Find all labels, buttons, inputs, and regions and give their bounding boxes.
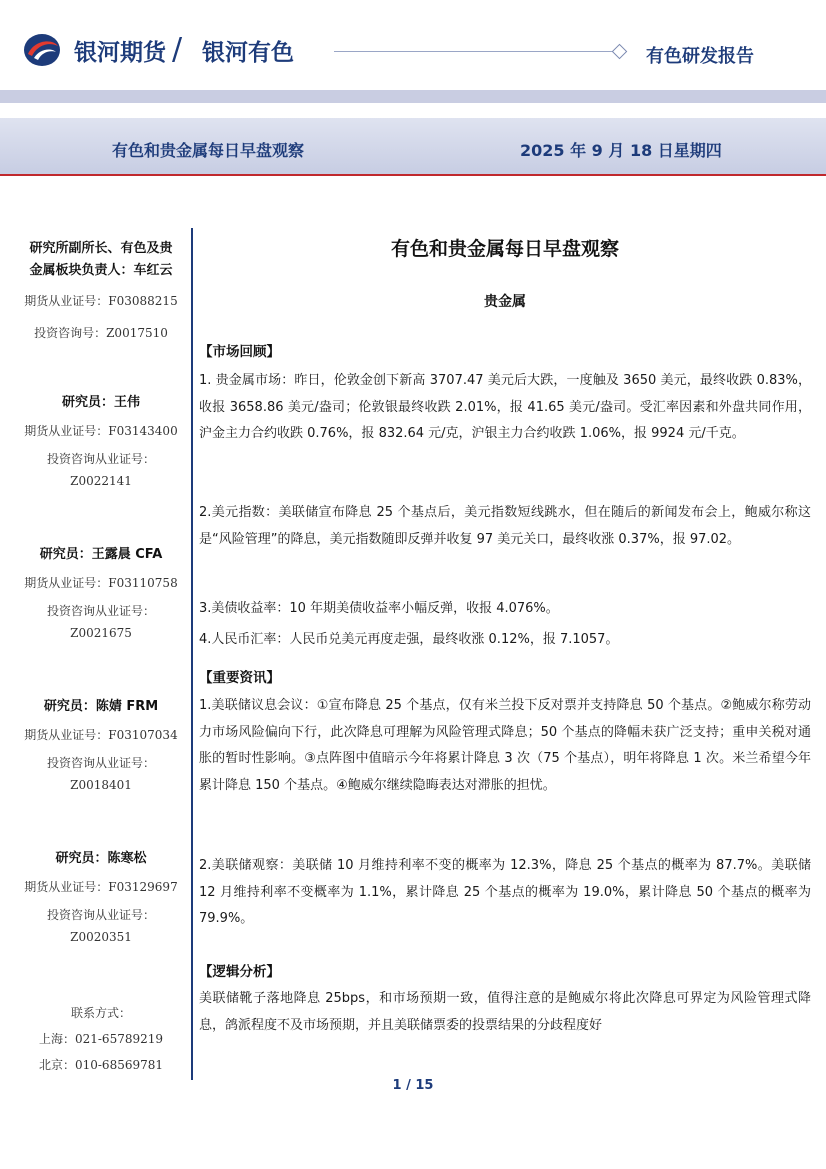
researcher-3-advisory-label: 投资咨询从业证号： xyxy=(46,756,155,770)
researcher-1 xyxy=(14,392,188,492)
researcher-3-license: 期货从业证号：F03107034 xyxy=(24,728,178,742)
contact-label: 联系方式： xyxy=(70,1006,131,1020)
brand-name xyxy=(74,32,294,67)
researcher-2-license: 期货从业证号：F03110758 xyxy=(24,576,178,590)
paragraph-fed-watch: 2.美联储观察：美联储 10 月维持利率不变的概率为 12.3%，降息 25 个基点的概率为 87.7%。美联储 12 月维持利率不变概率为 1.1%，累计降息 25 个基点的概率为 19.0%，累计降息 50 个基点的概率为 79.9%。 xyxy=(199,858,811,926)
paragraph-precious-metals: 1. 贵金属市场：昨日，伦敦金创下新高 3707.47 美元后大跌，一度触及 3650 美元，最终收跌 0.83%，收报 3658.86 美元/盎司；伦敦银最终收跌 2.01%，报 41.65 美元/盎司。受汇率因素和外盘共同作用，沪金主力合约收跌 0.76%，报 832.64 元/克，沪银主力合约收跌 1.06%，报 9924 元/千克。 xyxy=(199,373,811,441)
sidebar-divider xyxy=(191,228,193,1080)
brand-divider: / xyxy=(172,32,183,67)
lead-analyst xyxy=(14,238,188,344)
researcher-3-title: 研究员：陈婧 FRM xyxy=(43,699,159,714)
paragraph-treasury-yield: 3.美债收益率：10 年期美债收益率小幅反弹，收报 4.076%。 xyxy=(199,601,559,616)
galaxy-logo-icon xyxy=(22,32,62,68)
paragraph-fomc-meeting: 1.美联储议息会议：①宣布降息 25 个基点，仅有米兰投下反对票并支持降息 50 个基点。②鲍威尔称劳动力市场风险偏向下行，此次降息可理解为风险管理式降息；50 个基点的降幅未获广泛支持；重申关税对通胀的暂时性影响。③点阵图中值暗示今年将累计降息 3 次（75 个基点），明年将降息 1 次。米兰希望今年累计降息 150 个基点。④鲍威尔继续隐晦表达对滞胀的担忧。 xyxy=(199,698,811,793)
researcher-2-advisory: Z0021675 xyxy=(70,626,132,640)
researcher-4-title: 研究员：陈寒松 xyxy=(55,851,147,866)
lead-title-2: 金属板块负责人：车红云 xyxy=(29,263,173,278)
researcher-4-advisory-label: 投资咨询从业证号： xyxy=(46,908,155,922)
researcher-2-title: 研究员：王露晨 CFA xyxy=(39,547,163,562)
researcher-2-advisory-label: 投资咨询从业证号： xyxy=(46,604,155,618)
page-number: 1 / 15 xyxy=(392,1078,434,1093)
researcher-4-advisory: Z0020351 xyxy=(70,930,132,944)
section-subtitle: 贵金属 xyxy=(484,294,526,310)
researcher-3 xyxy=(14,696,188,796)
title-underline xyxy=(0,174,826,176)
researcher-1-advisory: Z0022141 xyxy=(70,474,132,488)
researcher-3-advisory: Z0018401 xyxy=(70,778,132,792)
diamond-icon xyxy=(612,44,628,60)
contact-shanghai: 上海：021-65789219 xyxy=(38,1032,164,1046)
paragraph-logic: 美联储靴子落地降息 25bps，和市场预期一致，值得注意的是鲍威尔将此次降息可界定为风险管理式降息，鸽派程度不及市场预期，并且美联储票委的投票结果的分歧程度好 xyxy=(199,991,811,1033)
report-title: 有色和贵金属每日早盘观察 xyxy=(112,141,305,160)
contact-beijing: 北京：010-68569781 xyxy=(38,1058,164,1072)
header-gap xyxy=(0,103,826,118)
report-type: 有色研发报告 xyxy=(646,46,754,67)
report-date: 2025 年 9 月 18 日星期四 xyxy=(520,141,722,160)
brand-main: 银河期货 xyxy=(74,40,166,66)
heading-market-review: 【市场回顾】 xyxy=(199,344,280,360)
researcher-1-advisory-label: 投资咨询从业证号： xyxy=(46,452,155,466)
lead-advisory: 投资咨询号：Z0017510 xyxy=(34,326,168,340)
lead-license: 期货从业证号：F03088215 xyxy=(24,294,178,308)
researcher-1-title: 研究员：王伟 xyxy=(61,395,140,410)
report-header xyxy=(0,0,826,90)
researcher-4 xyxy=(14,848,188,948)
brand-sub: 银河有色 xyxy=(202,40,294,66)
contact-info xyxy=(14,1002,188,1076)
title-bar xyxy=(0,118,826,174)
researcher-1-license: 期货从业证号：F03143400 xyxy=(24,424,178,438)
paragraph-dollar-index: 2.美元指数：美联储宣布降息 25 个基点后，美元指数短线跳水，但在随后的新闻发布会上，鲍威尔称这是“风险管理”的降息，美元指数随即反弹并收复 97 美元关口，最终收涨 0.37%，报 97.02。 xyxy=(199,505,811,547)
heading-logic-analysis: 【逻辑分析】 xyxy=(199,964,280,980)
header-rule xyxy=(334,51,616,52)
main-content xyxy=(199,228,811,1033)
researcher-2 xyxy=(14,544,188,644)
lead-title-1: 研究所副所长、有色及贵 xyxy=(29,241,173,256)
document-title: 有色和贵金属每日早盘观察 xyxy=(390,238,619,260)
paragraph-rmb-rate: 4.人民币汇率：人民币兑美元再度走强，最终收涨 0.12%，报 7.1057。 xyxy=(199,632,619,647)
heading-key-news: 【重要资讯】 xyxy=(199,670,280,686)
header-band xyxy=(0,90,826,103)
researcher-4-license: 期货从业证号：F03129697 xyxy=(24,880,178,894)
